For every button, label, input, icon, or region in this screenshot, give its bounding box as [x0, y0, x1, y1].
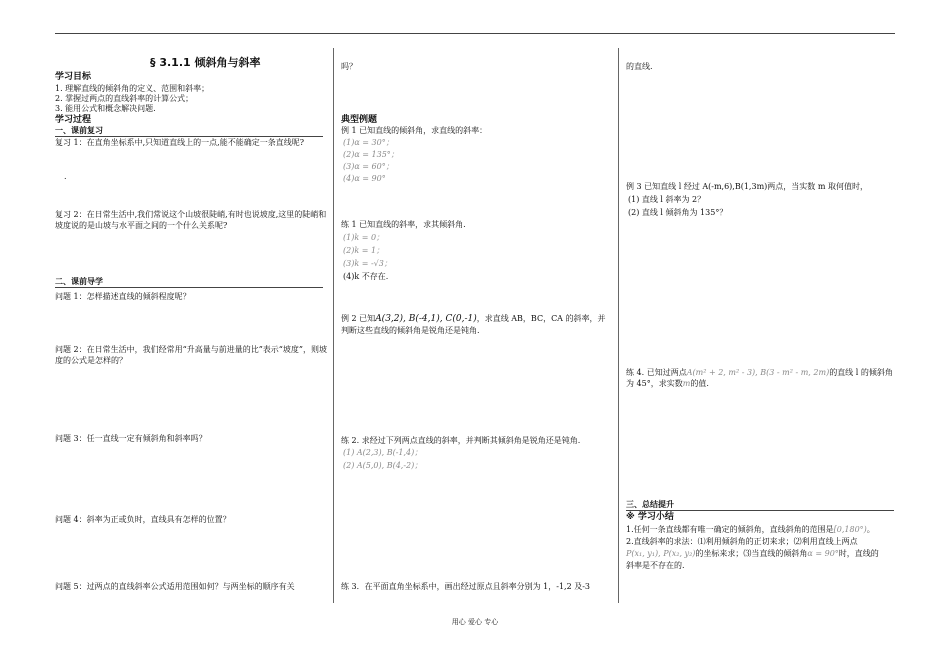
example-3-item-1: (1) 直线 l 斜率为 2？	[628, 195, 706, 204]
example-1: 例 1 已知直线的倾斜角，求直线的斜率：	[341, 126, 488, 135]
practice-2: 练 2. 求经过下列两点直线的斜率，并判断其倾斜角是锐角还是钝角.	[341, 436, 581, 445]
example-3-item-2: (2) 直线 l 倾斜角为 135°？	[628, 208, 728, 217]
summary-line-3: P(x₁, y₁), P(x₂, y₂)的坐标来求；⑶当直线的倾斜角α = 90°时，直线的	[626, 549, 879, 558]
example-1-item-1: (1)α = 30°；	[343, 138, 394, 147]
example-1-item-2: (2)α = 135°；	[343, 150, 399, 159]
section-2-heading: 二、课前导学	[55, 277, 325, 288]
process-heading: 学习过程	[55, 115, 92, 125]
example-1-item-3: (3)α = 60°；	[343, 162, 394, 171]
column-divider-2	[618, 48, 619, 603]
continued-text: 吗？	[341, 62, 357, 71]
review-1: 复习 1：在直角坐标系中,只知道直线上的一点,能不能确定一条直线呢?	[55, 138, 305, 147]
example-3: 例 3 已知直线 l 经过 A(-m,6),B(1,3m)两点，当实数 m 取何值时，	[626, 182, 868, 191]
stray-dot: .	[64, 172, 67, 181]
question-3: 问题 3：任一直线一定有倾斜角和斜率吗？	[55, 434, 207, 443]
summary-line-1: 1.任何一条直线都有唯一确定的倾斜角，直线斜角的范围是[0,180°)。	[626, 525, 875, 534]
goal-2: 2. 掌握过两点的直线斜率的计算公式；	[55, 94, 194, 103]
practice-2-item-1: (1) A(2,3), B(-1,4)；	[343, 448, 423, 457]
practice-1-item-2: (2)k = 1；	[343, 246, 385, 255]
section-1-heading: 一、课前复习	[55, 126, 325, 137]
goal-3: 3. 能用公式和概念解决问题.	[55, 104, 156, 113]
question-4: 问题 4：斜率为正或负时，直线具有怎样的位置？	[55, 515, 231, 524]
review-2: 复习 2：在日常生活中,我们常说这个山坡很陡峭,有时也说坡度,这里的陡峭和坡度说的是山坡与水平面之间的一个什么关系呢?	[55, 210, 327, 230]
goal-1: 1. 理解直线的倾斜角的定义、范围和斜率；	[55, 84, 210, 93]
page-title: § 3.1.1 倾斜角与斜率	[150, 56, 261, 69]
practice-2-item-2: (2) A(5,0), B(4,-2)；	[343, 461, 423, 470]
summary-line-2: 2.直线斜率的求法：⑴利用倾斜角的正切来求；⑵利用直线上两点	[626, 537, 858, 546]
practice-1-item-3: (3)k = -√3；	[343, 259, 392, 268]
goals-heading: 学习目标	[55, 72, 92, 82]
practice-3: 练 3．在平面直角坐标系中，画出经过原点且斜率分别为 1，-1,2 及-3	[341, 582, 591, 591]
summary-line-4: 斜率是不存在的.	[626, 561, 685, 570]
practice-4: 练 4. 已知过两点A(m² + 2, m² - 3), B(3 - m² - m, 2m)的直线 l 的倾斜角为 45°，求实数m的值.	[626, 368, 893, 388]
question-5: 问题 5：过两点的直线斜率公式适用范围如何？与两坐标的顺序有关	[55, 582, 295, 591]
practice-1: 练 1 已知直线的斜率，求其倾斜角.	[341, 220, 466, 229]
summary-heading: ※ 学习小结	[626, 512, 674, 522]
example-1-item-4: (4)α = 90°	[343, 174, 386, 183]
examples-heading: 典型例题	[341, 115, 378, 125]
question-1: 问题 1：怎样描述直线的倾斜程度呢？	[55, 292, 191, 301]
page-footer: 用心 爱心 专心	[451, 618, 499, 626]
continued-text: 的直线.	[626, 62, 653, 71]
example-2: 例 2 已知A(3,2), B(-4,1), C(0,-1)，求直线 AB，BC，CA 的斜率，并判断这些直线的倾斜角是锐角还是钝角.	[341, 314, 606, 335]
top-rule	[55, 33, 895, 34]
practice-1-item-4: (4)k 不存在.	[343, 272, 389, 281]
question-2: 问题 2：在日常生活中，我们经常用“升高量与前进量的比”表示“坡度”，则坡度的公式是怎样的？	[55, 345, 327, 365]
practice-1-item-1: (1)k = 0；	[343, 233, 385, 242]
section-3-heading: 三、总结提升	[626, 500, 896, 511]
column-divider-1	[333, 48, 334, 603]
